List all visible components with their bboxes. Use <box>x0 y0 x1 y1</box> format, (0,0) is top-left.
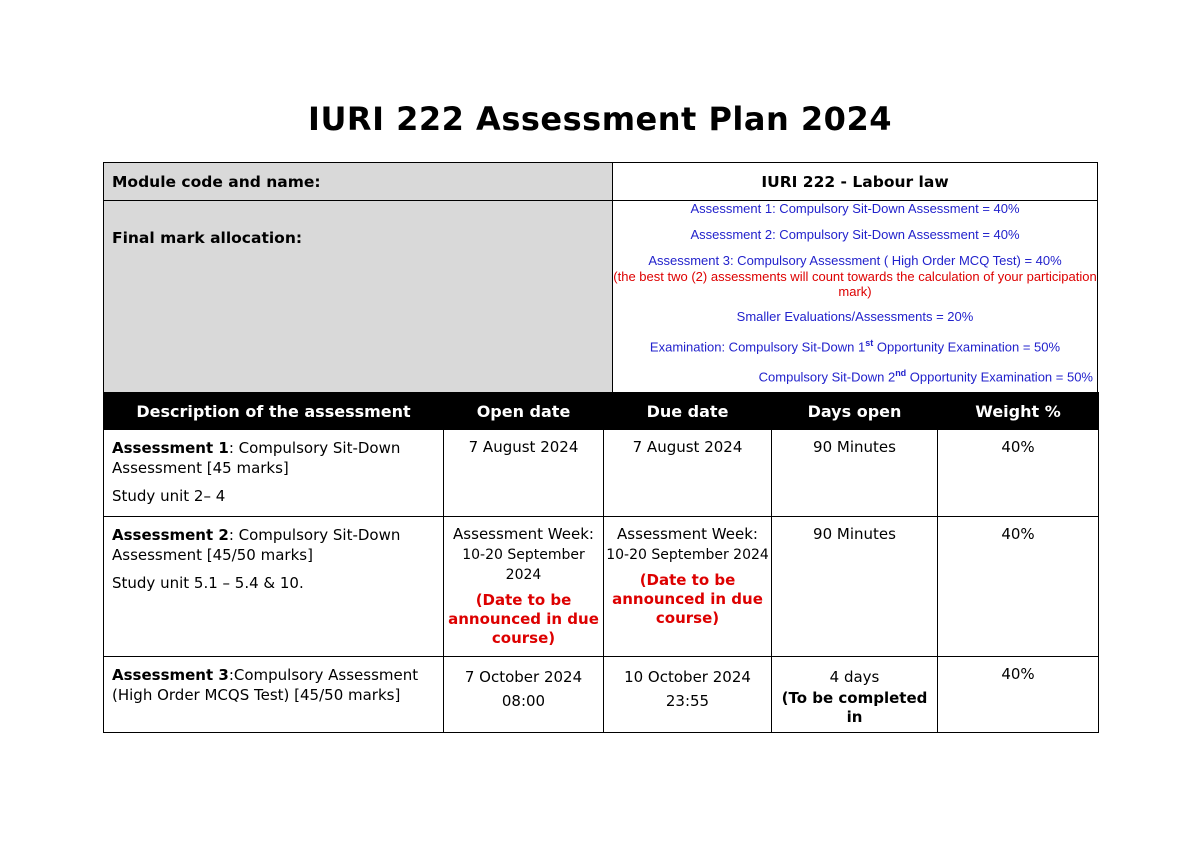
allocation-note: (the best two (2) assessments will count towards the calculation of your participation mark) <box>613 269 1097 299</box>
row-2-due-dates: 10-20 September 2024 <box>606 547 769 563</box>
row-2-name: Assessment 2 <box>112 526 229 544</box>
allocation-assessment-3-text: Assessment 3: Compulsory Assessment ( High Order MCQ Test) = 40% <box>648 253 1062 268</box>
row-3-open-time: 08:00 <box>501 692 546 710</box>
row-2-open <box>444 517 604 657</box>
row-3-desc: :Compulsory Assessment (High Order MCQS Test) [45/50 marks] <box>112 666 419 704</box>
row-1-name: Assessment 1 <box>112 439 229 457</box>
row-2-days: 90 Minutes <box>772 517 938 657</box>
row-3-weight: 40% <box>938 657 1099 733</box>
allocation-assessment-3 <box>613 253 1097 299</box>
exam-1-sup: st <box>865 338 874 348</box>
row-3-days <box>772 657 938 733</box>
table-row <box>104 517 1099 657</box>
row-2-unit: Study unit 5.1 – 5.4 & 10. <box>112 574 304 592</box>
exam-2-text-end: Opportunity Examination = 50% <box>906 369 1093 385</box>
allocation-assessment-1: Assessment 1: Compulsory Sit-Down Assessment = 40% <box>690 201 1020 216</box>
header-days-open: Days open <box>772 393 938 430</box>
row-1-due: 7 August 2024 <box>604 430 772 517</box>
exam-1-text-end: Opportunity Examination = 50% <box>873 339 1061 355</box>
module-label: Module code and name: <box>104 163 613 201</box>
module-value: IURI 222 - Labour law <box>613 163 1098 201</box>
module-info-table <box>103 162 1098 420</box>
row-3-days-value: 4 days <box>829 668 880 686</box>
table-row <box>104 657 1099 733</box>
row-1-unit: Study unit 2– 4 <box>112 487 226 505</box>
row-2-description <box>104 517 444 657</box>
row-2-due-note: (Date to be announced in due course) <box>612 571 763 627</box>
allocation-smaller: Smaller Evaluations/Assessments = 20% <box>736 309 974 324</box>
row-1-open: 7 August 2024 <box>444 430 604 517</box>
row-2-open-dates: 10-20 September 2024 <box>462 547 585 583</box>
row-1-description <box>104 430 444 517</box>
allocation-exam-2 <box>613 365 1097 385</box>
row-2-open-week: Assessment Week: <box>453 525 594 543</box>
row-2-weight: 40% <box>938 517 1099 657</box>
page-title: IURI 222 Assessment Plan 2024 <box>308 100 892 138</box>
row-3-due-date: 10 October 2024 <box>624 668 751 686</box>
row-1-days: 90 Minutes <box>772 430 938 517</box>
header-weight: Weight % <box>938 393 1099 430</box>
row-3-days-note: (To be completed in <box>781 689 928 726</box>
row-1-weight: 40% <box>938 430 1099 517</box>
row-3-open <box>444 657 604 733</box>
header-description: Description of the assessment <box>104 393 444 430</box>
allocation-label: Final mark allocation: <box>104 201 613 420</box>
header-open-date: Open date <box>444 393 604 430</box>
allocation-exam-1 <box>613 335 1097 355</box>
row-3-name: Assessment 3 <box>112 666 229 684</box>
row-2-due-week: Assessment Week: <box>617 525 758 543</box>
row-3-due-time: 23:55 <box>665 692 710 710</box>
row-2-due <box>604 517 772 657</box>
header-due-date: Due date <box>604 393 772 430</box>
exam-2-sup: nd <box>895 368 907 379</box>
exam-1-text: Examination: Compulsory Sit-Down 1 <box>649 339 866 355</box>
allocation-assessment-2: Assessment 2: Compulsory Sit-Down Assessment = 40% <box>690 227 1020 242</box>
row-2-open-note: (Date to be announced in due course) <box>448 591 599 647</box>
row-3-open-date: 7 October 2024 <box>464 668 583 686</box>
exam-2-text: Compulsory Sit-Down 2 <box>758 369 896 385</box>
allocation-list <box>613 201 1098 420</box>
table-header-row <box>104 393 1099 430</box>
row-1-desc: : Compulsory Sit-Down Assessment [45 marks] <box>112 439 401 477</box>
assessment-table <box>103 392 1099 733</box>
row-2-desc: : Compulsory Sit-Down Assessment [45/50 marks] <box>112 526 401 564</box>
row-3-description <box>104 657 444 733</box>
row-3-due <box>604 657 772 733</box>
table-row <box>104 430 1099 517</box>
